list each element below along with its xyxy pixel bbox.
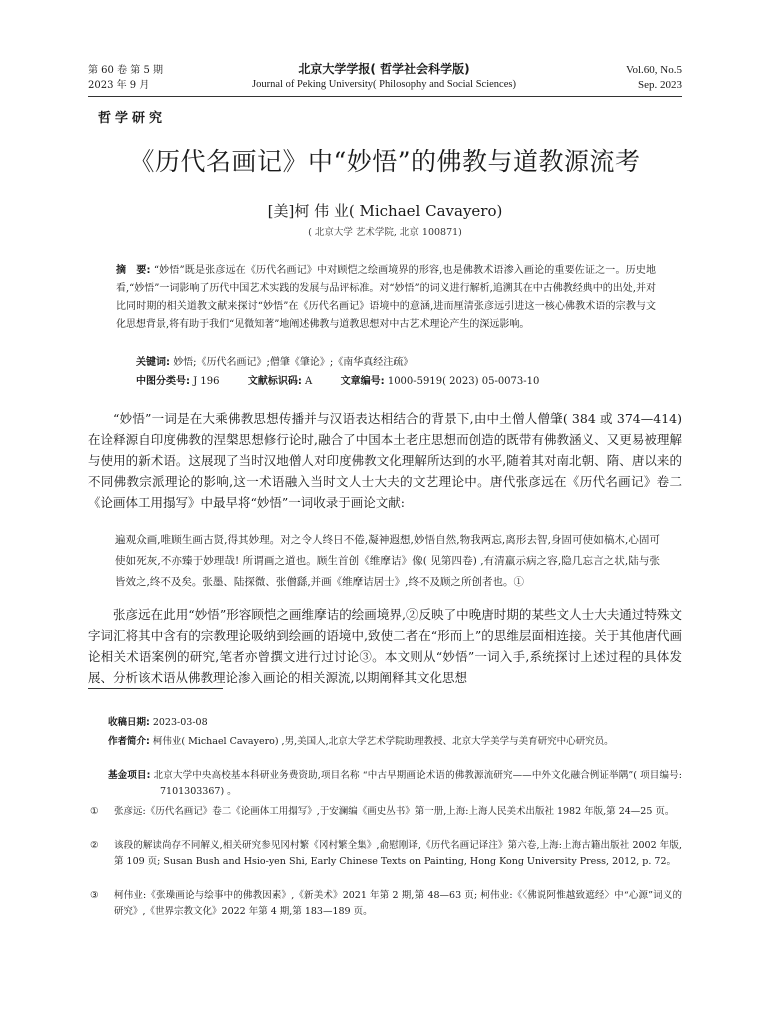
doc-code-value: A	[305, 376, 313, 387]
clc-label: 中图分类号:	[136, 376, 190, 387]
footnote-marker: ②	[90, 840, 99, 851]
article-number-label: 文章编号:	[340, 376, 385, 387]
journal-name-cn: 北京大学学报( 哲学社会科学版)	[298, 62, 470, 76]
footnote-text: 张彦远:《历代名画记》卷二《论画体工用搨写》,于安澜编《画史丛书》第一册,上海:上海人民美术出版社 1982 年版,第 24—25 页。	[114, 806, 675, 817]
doc-code-label: 文献标识码:	[247, 376, 302, 387]
publication-date-en: Sep. 2023	[638, 79, 682, 91]
footnote-text: 该段的解读尚存不同解义,相关研究参见冈村繁《冈村繁全集》,俞慰刚译,《历代名画记译注》第六卷,上海:上海古籍出版社 2002 年版,第 109 页; Susan Bush and Hsio-yen Shi, Early Chinese Texts on Painting, Hong Kong University Press, 2012, p. 72。	[114, 840, 682, 867]
keywords-label: 关键词:	[136, 357, 170, 368]
bio-value: 柯伟业( Michael Cavayero) ,男,美国人,北京大学艺术学院助理教授、北京大学美学与美育研究中心研究员。	[152, 736, 614, 747]
volume-issue-en: Vol.60, No.5	[625, 64, 682, 76]
running-header-right	[626, 63, 682, 93]
volume-issue: 第 60 卷 第 5 期	[88, 65, 163, 76]
author-bio	[108, 734, 682, 750]
keywords-text: 妙悟;《历代名画记》;僧肇《肇论》;《南华真经注疏》	[173, 357, 414, 368]
running-header-left	[88, 63, 163, 93]
abstract	[116, 262, 656, 334]
classification-line	[136, 374, 656, 390]
journal-name-en: Journal of Peking University( Philosophy and Social Sciences)	[252, 79, 516, 90]
body-paragraph-1: “妙悟”一词是在大乘佛教思想传播并与汉语表达相结合的背景下,由中土僧人僧肇( 384 或 374—414) 在诠释源自印度佛教的涅槃思想修行论时,融合了中国本土老庄思想而创造的既带有佛教涵义、又更易被理解与使用的新术语。这展现了当时汉地僧人对印度佛教文化理解所达到的水平,随着其对南北朝、隋、唐以来的不同佛教宗派理论的影响,这一术语融入当时文人士大夫的文艺理论中。唐代张彦远在《历代名画记》卷二《论画体工用搨写》中最早将“妙悟”一词收录于画论文献:	[88, 411, 682, 510]
footnote-marker: ③	[90, 890, 99, 901]
affiliation: ( 北京大学 艺术学院, 北京 100871)	[308, 227, 462, 238]
article-number-value: 1000-5919( 2023) 05-0073-10	[387, 376, 540, 387]
fund-info	[108, 768, 682, 800]
received-label: 收稿日期:	[108, 717, 150, 728]
running-header-center	[200, 62, 568, 92]
footnote-marker: ①	[90, 806, 99, 817]
footnote-text: 柯伟业:《张璪画论与绘事中的佛教因素》,《新美术》2021 年第 2 期,第 48—63 页; 柯伟业:《〈佛说阿惟越致遮经〉中“心源”词义的研究》,《世界宗教文化》2022 年第 4 期,第 183—189 页。	[114, 890, 682, 917]
received-date	[108, 715, 682, 731]
publication-date: 2023 年 9 月	[88, 80, 150, 91]
footnote-rule	[88, 688, 223, 689]
body-paragraph-2: 张彦远在此用“妙悟”形容顾恺之画维摩诘的绘画境界,②反映了中晚唐时期的某些文人士大夫通过特殊文字词汇将其中含有的宗教理论吸纳到绘画的语境中,致使二者在“形而上”的思维层面相连接。关于其他唐代画论相关术语案例的研究,笔者亦曾撰文进行过讨论③。本文则从“妙悟”一词入手,系统探讨上述过程的具体发展、分析该术语从佛教理论渗入画论的相关源流,以期阐释其文化思想	[88, 607, 682, 685]
fund-value: 北京大学中央高校基本科研业务费资助,项目名称 “中古早期画论术语的佛教源流研究——中外文化融合例证举隅”( 项目编号: 7101303367) 。	[153, 770, 682, 797]
received-value: 2023-03-08	[152, 717, 208, 728]
section-label: 哲学研究	[98, 111, 167, 126]
keywords	[136, 355, 656, 371]
block-quote: 遍观众画,唯顾生画古贤,得其妙理。对之令人终日不倦,凝神遐想,妙悟自然,物我两忘,离形去智,身固可使如槁木,心固可使如死灰,不亦臻于妙理哉! 所谓画之道也。顾生首创《维摩诘》像( 见第四卷) ,有清羸示病之容,隐几忘言之状,陆与张皆效之,终不及矣。张墨、陆探微、张僧繇,并画《维摩诘居士》,终不及顾之所创者也。①	[115, 534, 660, 588]
header-rule	[88, 96, 682, 97]
author-line: [美]柯 伟 业( Michael Cavayero)	[267, 202, 503, 220]
abstract-label: 摘 要:	[116, 265, 151, 276]
footnote-2	[90, 838, 682, 870]
footnote-3	[90, 888, 682, 920]
clc-value: J 196	[193, 376, 220, 387]
bio-label: 作者简介:	[108, 736, 150, 747]
fund-label: 基金项目:	[108, 770, 151, 781]
abstract-text: “妙悟”既是张彦远在《历代名画记》中对顾恺之绘画境界的形容,也是佛教术语渗入画论的重要佐证之一。历史地看,“妙悟”一词影响了历代中国艺术实践的发展与品评标准。对“妙悟”的词义进行解析,追溯其在中古佛教经典中的出处,并对比同时期的相关道教文献来探讨“妙悟”在《历代名画记》语境中的意涵,进而厘清张彦远引进这一核心佛教术语的宗教与文化思想背景,将有助于我们“见微知著”地阐述佛教与道教思想对中古艺术理论产生的深远影响。	[116, 265, 657, 330]
footnote-1	[90, 804, 682, 820]
article-title: 《历代名画记》中“妙悟”的佛教与道教源流考	[129, 147, 641, 176]
